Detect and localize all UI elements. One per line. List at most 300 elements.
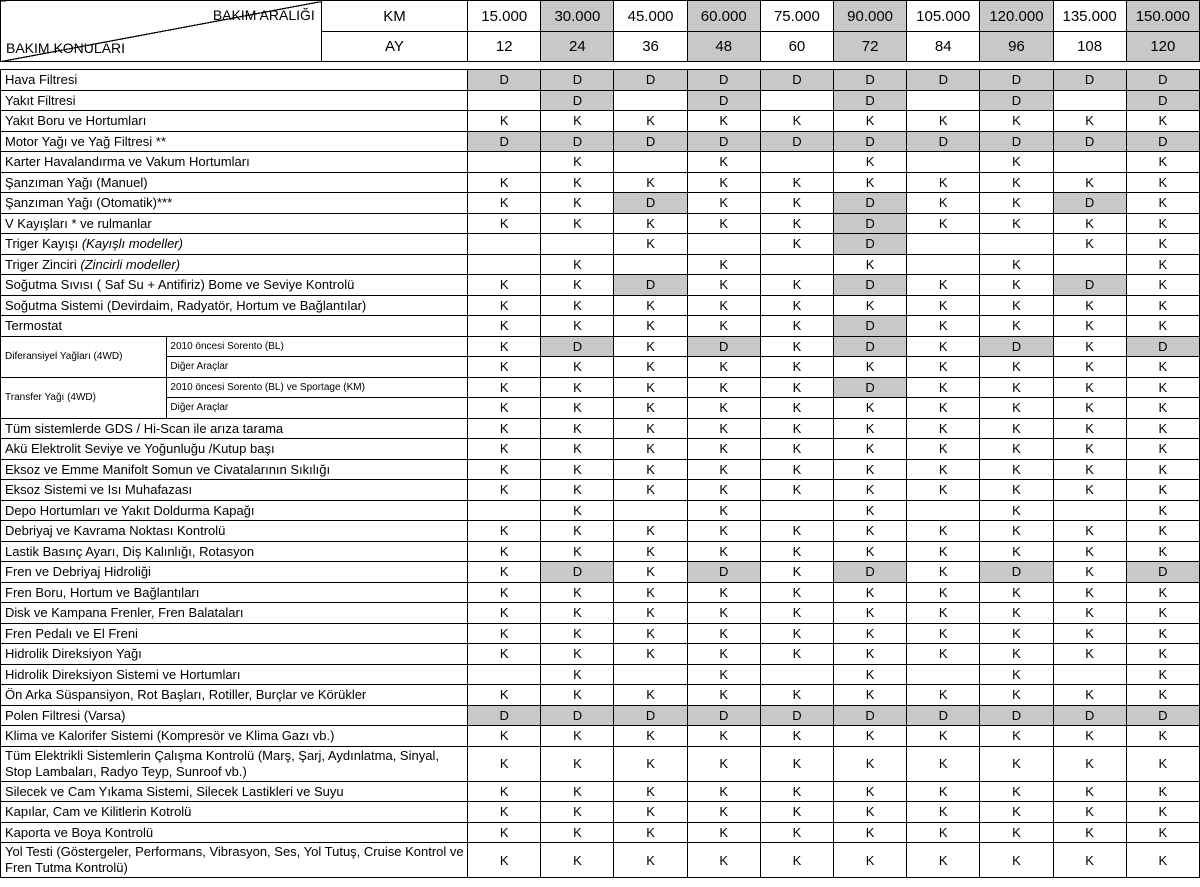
interval-cell: K bbox=[468, 603, 541, 624]
interval-cell: K bbox=[687, 603, 760, 624]
maintenance-item-label: Şanzıman Yağı (Manuel) bbox=[1, 172, 468, 193]
table-row bbox=[1, 644, 1200, 665]
interval-cell bbox=[1053, 254, 1126, 275]
km-value: 30.000 bbox=[541, 1, 614, 32]
table-row bbox=[1, 295, 1200, 316]
interval-cell bbox=[1053, 664, 1126, 685]
interval-cell: K bbox=[468, 111, 541, 132]
table-row bbox=[1, 521, 1200, 542]
interval-cell: K bbox=[1053, 111, 1126, 132]
maintenance-item-label: Hidrolik Direksiyon Sistemi ve Hortumları bbox=[1, 664, 468, 685]
interval-cell: K bbox=[760, 111, 833, 132]
interval-cell: K bbox=[1126, 418, 1199, 439]
interval-cell: D bbox=[834, 70, 907, 91]
table-row bbox=[1, 582, 1200, 603]
interval-cell: K bbox=[541, 843, 614, 878]
interval-cell: K bbox=[468, 295, 541, 316]
interval-cell: K bbox=[1053, 746, 1126, 781]
interval-cell: K bbox=[760, 377, 833, 398]
interval-cell: K bbox=[834, 746, 907, 781]
maintenance-item-label: Akü Elektrolit Seviye ve Yoğunluğu /Kutup başı bbox=[1, 439, 468, 460]
interval-cell: K bbox=[541, 746, 614, 781]
interval-cell: K bbox=[468, 582, 541, 603]
maintenance-item-label: Hava Filtresi bbox=[1, 70, 468, 91]
interval-cell: K bbox=[980, 685, 1053, 706]
interval-cell: K bbox=[614, 213, 687, 234]
interval-cell: K bbox=[834, 152, 907, 173]
interval-cell: K bbox=[687, 726, 760, 747]
interval-cell: K bbox=[1126, 275, 1199, 296]
interval-cell: K bbox=[760, 726, 833, 747]
interval-cell: K bbox=[1053, 726, 1126, 747]
interval-cell: D bbox=[541, 70, 614, 91]
interval-cell: K bbox=[760, 822, 833, 843]
interval-cell: K bbox=[1053, 418, 1126, 439]
interval-cell: K bbox=[834, 398, 907, 419]
interval-cell: K bbox=[1126, 459, 1199, 480]
subgroup-label: 2010 öncesi Sorento (BL) bbox=[167, 336, 468, 357]
maintenance-item-label: Kaporta ve Boya Kontrolü bbox=[1, 822, 468, 843]
interval-cell bbox=[760, 664, 833, 685]
subgroup-label: Diğer Araçlar bbox=[167, 398, 468, 419]
subgroup-label: Diğer Araçlar bbox=[167, 357, 468, 378]
interval-cell: K bbox=[760, 521, 833, 542]
interval-cell: K bbox=[614, 234, 687, 255]
interval-cell: K bbox=[834, 726, 907, 747]
interval-cell bbox=[760, 500, 833, 521]
table-row bbox=[1, 822, 1200, 843]
interval-cell: K bbox=[760, 193, 833, 214]
km-value: 15.000 bbox=[468, 1, 541, 32]
interval-cell: K bbox=[834, 843, 907, 878]
interval-cell: K bbox=[760, 439, 833, 460]
interval-cell: K bbox=[760, 781, 833, 802]
interval-cell: K bbox=[980, 541, 1053, 562]
maintenance-item-label: Triger Zinciri (Zincirli modeller) bbox=[1, 254, 468, 275]
interval-cell: K bbox=[1126, 685, 1199, 706]
interval-cell: K bbox=[468, 336, 541, 357]
interval-cell: K bbox=[541, 193, 614, 214]
maintenance-item-label: Karter Havalandırma ve Vakum Hortumları bbox=[1, 152, 468, 173]
interval-cell: K bbox=[760, 357, 833, 378]
interval-cell: K bbox=[760, 398, 833, 419]
interval-cell: D bbox=[760, 131, 833, 152]
interval-cell: D bbox=[1126, 70, 1199, 91]
interval-cell: K bbox=[834, 254, 907, 275]
interval-cell: K bbox=[1053, 295, 1126, 316]
interval-cell: K bbox=[1126, 439, 1199, 460]
table-row bbox=[1, 152, 1200, 173]
interval-cell: D bbox=[980, 336, 1053, 357]
interval-cell: K bbox=[760, 541, 833, 562]
interval-cell: K bbox=[907, 480, 980, 501]
interval-cell: D bbox=[980, 70, 1053, 91]
table-row bbox=[1, 111, 1200, 132]
interval-cell bbox=[907, 664, 980, 685]
interval-cell: K bbox=[468, 398, 541, 419]
interval-cell: D bbox=[980, 705, 1053, 726]
interval-cell: K bbox=[760, 295, 833, 316]
interval-cell: K bbox=[541, 398, 614, 419]
interval-cell: K bbox=[541, 418, 614, 439]
interval-cell: K bbox=[614, 439, 687, 460]
interval-cell bbox=[614, 664, 687, 685]
interval-cell: K bbox=[760, 843, 833, 878]
interval-cell: K bbox=[760, 275, 833, 296]
interval-cell: K bbox=[980, 802, 1053, 823]
interval-cell: K bbox=[907, 316, 980, 337]
topics-label: BAKIM KONULARI bbox=[6, 40, 126, 56]
interval-cell: K bbox=[1053, 336, 1126, 357]
interval-cell bbox=[907, 90, 980, 111]
interval-cell: K bbox=[834, 500, 907, 521]
interval-cell: K bbox=[687, 623, 760, 644]
month-value: 84 bbox=[907, 32, 980, 62]
interval-cell: K bbox=[614, 398, 687, 419]
interval-cell: K bbox=[907, 377, 980, 398]
interval-cell: K bbox=[1053, 603, 1126, 624]
maintenance-item-label: Motor Yağı ve Yağ Filtresi ** bbox=[1, 131, 468, 152]
interval-cell: K bbox=[907, 172, 980, 193]
month-value: 60 bbox=[760, 32, 833, 62]
interval-cell bbox=[760, 152, 833, 173]
interval-cell: K bbox=[1126, 582, 1199, 603]
interval-cell: K bbox=[541, 316, 614, 337]
table-row bbox=[1, 418, 1200, 439]
interval-cell: K bbox=[614, 111, 687, 132]
km-value: 150.000 bbox=[1126, 1, 1199, 32]
interval-cell: K bbox=[541, 802, 614, 823]
table-row bbox=[1, 398, 1200, 419]
interval-cell: K bbox=[614, 685, 687, 706]
interval-cell: D bbox=[614, 131, 687, 152]
maintenance-item-label: Yol Testi (Göstergeler, Performans, Vibrasyon, Ses, Yol Tutuş, Cruise Kontrol ve Fren Tutma Kontrolü) bbox=[1, 843, 468, 878]
interval-cell: K bbox=[541, 111, 614, 132]
interval-cell: K bbox=[687, 685, 760, 706]
interval-cell: K bbox=[687, 295, 760, 316]
interval-cell: K bbox=[541, 781, 614, 802]
interval-cell: K bbox=[614, 582, 687, 603]
interval-cell: K bbox=[1126, 172, 1199, 193]
table-row bbox=[1, 193, 1200, 214]
table-row bbox=[1, 541, 1200, 562]
interval-cell: D bbox=[541, 336, 614, 357]
table-row bbox=[1, 275, 1200, 296]
interval-cell: K bbox=[834, 357, 907, 378]
interval-cell: K bbox=[541, 480, 614, 501]
interval-cell: K bbox=[1126, 603, 1199, 624]
interval-cell: K bbox=[1126, 213, 1199, 234]
interval-cell: K bbox=[614, 822, 687, 843]
table-row bbox=[1, 843, 1200, 878]
interval-cell: K bbox=[1126, 234, 1199, 255]
interval-cell: K bbox=[614, 172, 687, 193]
interval-cell: K bbox=[468, 562, 541, 583]
interval-cell bbox=[468, 254, 541, 275]
interval-cell: K bbox=[834, 418, 907, 439]
interval-cell: K bbox=[1126, 316, 1199, 337]
month-value: 48 bbox=[687, 32, 760, 62]
interval-cell bbox=[468, 664, 541, 685]
interval-cell: K bbox=[541, 357, 614, 378]
interval-cell: K bbox=[687, 644, 760, 665]
interval-cell: K bbox=[541, 275, 614, 296]
interval-cell: K bbox=[541, 172, 614, 193]
interval-cell: K bbox=[980, 111, 1053, 132]
interval-cell: K bbox=[614, 726, 687, 747]
interval-cell: K bbox=[468, 316, 541, 337]
interval-cell bbox=[541, 234, 614, 255]
table-row bbox=[1, 685, 1200, 706]
interval-cell: K bbox=[907, 459, 980, 480]
interval-cell: K bbox=[980, 521, 1053, 542]
interval-cell: K bbox=[980, 193, 1053, 214]
table-row bbox=[1, 705, 1200, 726]
interval-cell: K bbox=[468, 685, 541, 706]
table-row bbox=[1, 439, 1200, 460]
table-row bbox=[1, 480, 1200, 501]
table-row bbox=[1, 603, 1200, 624]
interval-cell: K bbox=[1053, 234, 1126, 255]
maintenance-item-label: Polen Filtresi (Varsa) bbox=[1, 705, 468, 726]
interval-cell: K bbox=[541, 377, 614, 398]
month-value: 12 bbox=[468, 32, 541, 62]
interval-cell bbox=[1053, 152, 1126, 173]
interval-cell: K bbox=[1053, 459, 1126, 480]
interval-cell: K bbox=[1126, 500, 1199, 521]
interval-cell: D bbox=[980, 562, 1053, 583]
interval-cell: K bbox=[541, 439, 614, 460]
interval-cell: K bbox=[980, 459, 1053, 480]
maintenance-item-label: Tüm sistemlerde GDS / Hi-Scan ile arıza tarama bbox=[1, 418, 468, 439]
item-note: (Kayışlı modeller) bbox=[81, 236, 183, 252]
interval-cell: K bbox=[907, 357, 980, 378]
interval-cell: K bbox=[1053, 172, 1126, 193]
table-row bbox=[1, 70, 1200, 91]
table-row bbox=[1, 781, 1200, 802]
interval-cell: K bbox=[614, 459, 687, 480]
interval-cell: K bbox=[1053, 822, 1126, 843]
interval-cell: K bbox=[907, 644, 980, 665]
interval-cell: K bbox=[760, 480, 833, 501]
maintenance-item-label: Eksoz Sistemi ve Isı Muhafazası bbox=[1, 480, 468, 501]
interval-cell: K bbox=[980, 254, 1053, 275]
km-label: KM bbox=[321, 1, 467, 32]
interval-cell: K bbox=[541, 459, 614, 480]
interval-cell: K bbox=[760, 213, 833, 234]
interval-cell: K bbox=[907, 746, 980, 781]
interval-cell: K bbox=[907, 685, 980, 706]
interval-cell: K bbox=[980, 822, 1053, 843]
maintenance-item-label: Depo Hortumları ve Yakıt Doldurma Kapağı bbox=[1, 500, 468, 521]
interval-cell: K bbox=[614, 603, 687, 624]
interval-cell: K bbox=[687, 439, 760, 460]
interval-cell: K bbox=[541, 152, 614, 173]
interval-cell: K bbox=[468, 726, 541, 747]
interval-cell: K bbox=[760, 603, 833, 624]
interval-cell: D bbox=[1126, 705, 1199, 726]
interval-cell: K bbox=[468, 459, 541, 480]
interval-cell: K bbox=[614, 644, 687, 665]
maintenance-item-label: Eksoz ve Emme Manifolt Somun ve Civatalarının Sıkılığı bbox=[1, 459, 468, 480]
interval-cell: K bbox=[760, 316, 833, 337]
interval-cell: K bbox=[907, 582, 980, 603]
interval-cell: D bbox=[1126, 90, 1199, 111]
interval-cell: K bbox=[687, 213, 760, 234]
interval-cell: K bbox=[980, 418, 1053, 439]
interval-cell bbox=[907, 254, 980, 275]
interval-cell: K bbox=[980, 726, 1053, 747]
interval-cell: K bbox=[760, 336, 833, 357]
maintenance-item-label: Soğutma Sistemi (Devirdaim, Radyatör, Hortum ve Bağlantılar) bbox=[1, 295, 468, 316]
interval-cell: K bbox=[1126, 802, 1199, 823]
interval-cell: K bbox=[687, 193, 760, 214]
maintenance-item-label: V Kayışları * ve rulmanlar bbox=[1, 213, 468, 234]
interval-cell: K bbox=[614, 377, 687, 398]
table-row bbox=[1, 357, 1200, 378]
interval-cell: K bbox=[1053, 439, 1126, 460]
interval-cell: K bbox=[1126, 664, 1199, 685]
interval-cell: K bbox=[614, 781, 687, 802]
interval-cell: K bbox=[1053, 843, 1126, 878]
table-row bbox=[1, 562, 1200, 583]
table-row bbox=[1, 90, 1200, 111]
interval-cell: K bbox=[468, 746, 541, 781]
interval-cell: K bbox=[468, 172, 541, 193]
interval-cell: K bbox=[1053, 582, 1126, 603]
interval-cell bbox=[614, 152, 687, 173]
interval-cell: K bbox=[907, 398, 980, 419]
interval-cell: K bbox=[1053, 480, 1126, 501]
interval-cell: K bbox=[1126, 644, 1199, 665]
table-row bbox=[1, 726, 1200, 747]
maintenance-item-label: Şanzıman Yağı (Otomatik)*** bbox=[1, 193, 468, 214]
maintenance-item-label: Kapılar, Cam ve Kilitlerin Kotrolü bbox=[1, 802, 468, 823]
interval-cell bbox=[614, 500, 687, 521]
interval-cell: K bbox=[760, 623, 833, 644]
interval-cell bbox=[760, 254, 833, 275]
interval-cell: K bbox=[907, 623, 980, 644]
interval-cell: K bbox=[980, 781, 1053, 802]
interval-cell: D bbox=[687, 131, 760, 152]
interval-cell: K bbox=[834, 644, 907, 665]
interval-cell: K bbox=[1053, 398, 1126, 419]
interval-cell: D bbox=[834, 705, 907, 726]
month-value: 24 bbox=[541, 32, 614, 62]
interval-cell: K bbox=[687, 152, 760, 173]
interval-cell: D bbox=[468, 705, 541, 726]
table-row bbox=[1, 213, 1200, 234]
interval-cell: D bbox=[541, 131, 614, 152]
header-row-km bbox=[1, 1, 1200, 32]
interval-cell: K bbox=[1053, 316, 1126, 337]
interval-cell: K bbox=[468, 193, 541, 214]
interval-cell: K bbox=[834, 480, 907, 501]
month-value: 108 bbox=[1053, 32, 1126, 62]
interval-cell: D bbox=[834, 131, 907, 152]
interval-cell: K bbox=[907, 295, 980, 316]
interval-cell: D bbox=[834, 213, 907, 234]
interval-cell bbox=[614, 90, 687, 111]
table-row bbox=[1, 254, 1200, 275]
interval-cell: K bbox=[468, 418, 541, 439]
interval-cell: K bbox=[468, 521, 541, 542]
interval-cell: K bbox=[1126, 822, 1199, 843]
interval-cell: D bbox=[1126, 336, 1199, 357]
interval-cell bbox=[468, 500, 541, 521]
interval-cell: K bbox=[834, 541, 907, 562]
interval-cell: K bbox=[1053, 802, 1126, 823]
interval-cell: K bbox=[541, 213, 614, 234]
interval-cell: D bbox=[687, 70, 760, 91]
maintenance-item-label: Triger Kayışı (Kayışlı modeller) bbox=[1, 234, 468, 255]
interval-cell: K bbox=[1126, 746, 1199, 781]
interval-cell: K bbox=[980, 746, 1053, 781]
interval-cell: K bbox=[614, 746, 687, 781]
group-label: Transfer Yağı (4WD) bbox=[1, 377, 167, 418]
interval-cell: K bbox=[541, 295, 614, 316]
interval-cell: K bbox=[1126, 254, 1199, 275]
interval-cell: K bbox=[1126, 357, 1199, 378]
interval-cell: K bbox=[907, 781, 980, 802]
interval-cell: K bbox=[687, 254, 760, 275]
interval-cell: K bbox=[907, 418, 980, 439]
interval-cell: K bbox=[834, 295, 907, 316]
interval-cell: K bbox=[687, 398, 760, 419]
interval-cell: K bbox=[687, 111, 760, 132]
interval-cell: K bbox=[834, 582, 907, 603]
interval-cell: K bbox=[980, 644, 1053, 665]
interval-cell bbox=[1053, 500, 1126, 521]
km-value: 90.000 bbox=[834, 1, 907, 32]
interval-cell: K bbox=[980, 398, 1053, 419]
interval-cell: D bbox=[834, 275, 907, 296]
month-value: 36 bbox=[614, 32, 687, 62]
interval-cell: K bbox=[687, 275, 760, 296]
interval-cell: K bbox=[980, 664, 1053, 685]
month-value: 120 bbox=[1126, 32, 1199, 62]
interval-cell: K bbox=[541, 500, 614, 521]
interval-cell: K bbox=[468, 822, 541, 843]
interval-cell: D bbox=[907, 131, 980, 152]
month-value: 96 bbox=[980, 32, 1053, 62]
interval-cell: K bbox=[687, 480, 760, 501]
interval-cell: K bbox=[1126, 726, 1199, 747]
interval-cell: D bbox=[980, 131, 1053, 152]
interval-cell: K bbox=[907, 336, 980, 357]
interval-cell: K bbox=[760, 562, 833, 583]
interval-cell: K bbox=[541, 685, 614, 706]
maintenance-item-label: Hidrolik Direksiyon Yağı bbox=[1, 644, 468, 665]
maintenance-item-label: Fren Pedalı ve El Freni bbox=[1, 623, 468, 644]
interval-cell: K bbox=[834, 111, 907, 132]
interval-cell: K bbox=[980, 500, 1053, 521]
interval-cell: K bbox=[541, 726, 614, 747]
interval-cell: K bbox=[614, 541, 687, 562]
interval-cell: K bbox=[614, 480, 687, 501]
interval-cell: K bbox=[760, 746, 833, 781]
interval-cell: K bbox=[907, 193, 980, 214]
interval-cell: D bbox=[907, 70, 980, 91]
header-diagonal-cell bbox=[1, 1, 322, 62]
interval-cell: K bbox=[687, 357, 760, 378]
interval-cell: D bbox=[834, 193, 907, 214]
interval-cell: K bbox=[687, 746, 760, 781]
interval-cell: K bbox=[760, 418, 833, 439]
interval-cell: K bbox=[614, 562, 687, 583]
interval-cell: K bbox=[1053, 562, 1126, 583]
interval-cell: D bbox=[834, 336, 907, 357]
